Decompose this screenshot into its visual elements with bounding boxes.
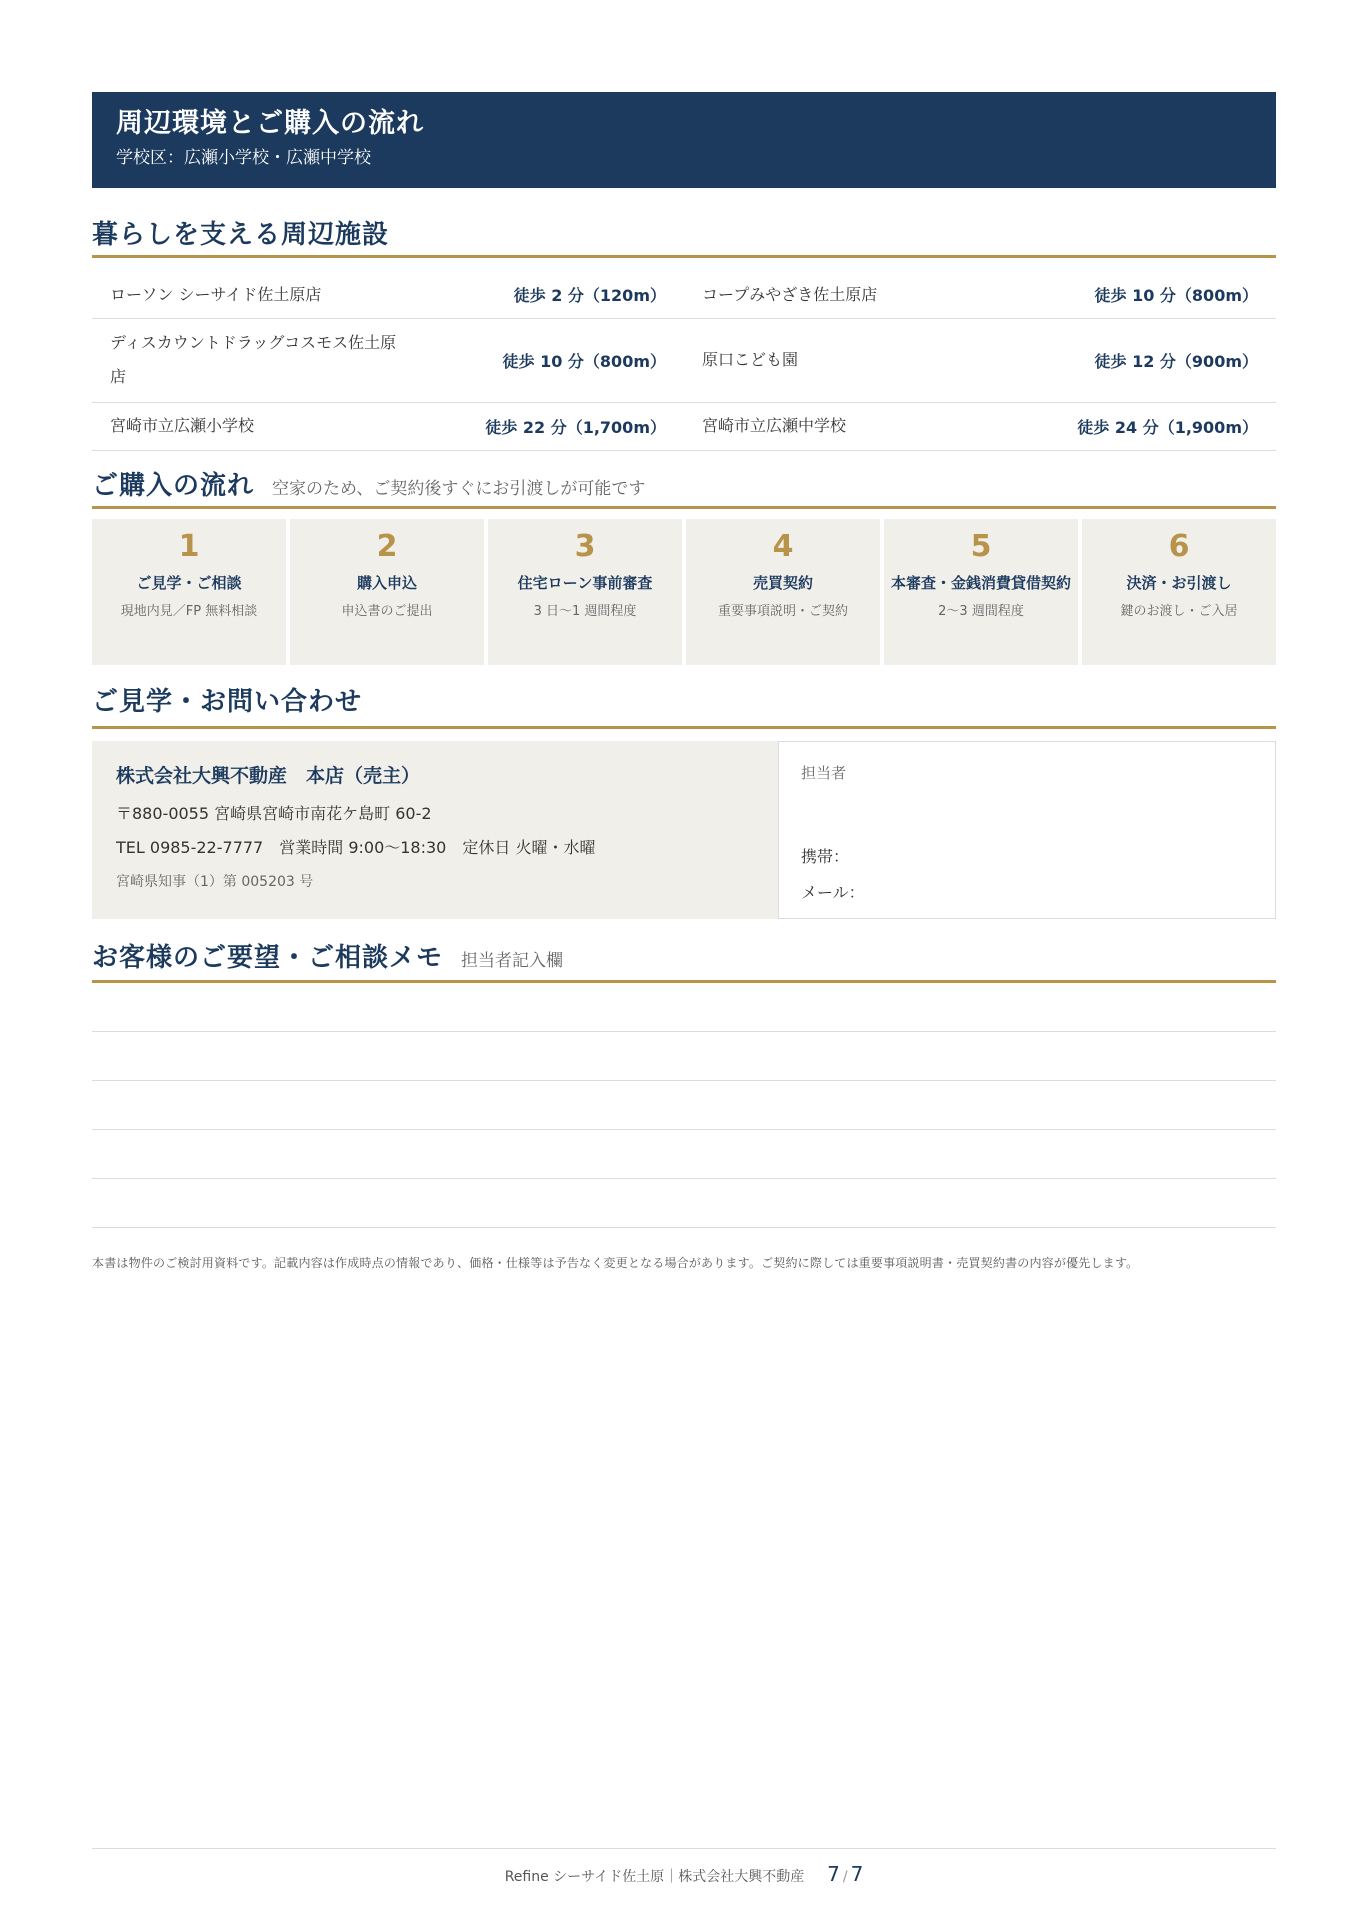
facility-distance: 徒歩 2 分（120m） [430, 272, 684, 318]
facilities-table [92, 272, 1276, 451]
flow-steps [92, 519, 1276, 665]
flow-step [488, 519, 682, 665]
facility-distance: 徒歩 10 分（800m） [430, 318, 684, 402]
step-description: 現地内見／FP 無料相談 [120, 603, 258, 619]
facility-name: ローソン シーサイド佐土原店 [92, 272, 430, 318]
step-title: ご見学・ご相談 [136, 573, 242, 592]
table-row [92, 272, 1276, 318]
facility-distance: 徒歩 12 分（900m） [1022, 318, 1276, 402]
disclaimer: 本書は物件のご検討用資料です。記載内容は作成時点の情報であり、価格・仕様等は予告なく変更となる場合があります。ご契約に際しては重要事項説明書・売買契約書の内容が優先します。 [92, 1255, 1139, 1270]
contact-title: ご見学・お問い合わせ [92, 686, 363, 717]
facility-name: ディスカウントドラッグコスモス佐土原店 [92, 318, 430, 402]
memo-title: お客様のご要望・ご相談メモ [92, 942, 444, 973]
table-row [92, 318, 1276, 402]
company-info [92, 741, 778, 919]
footer-text: Refine シーサイド佐土原｜株式会社大興不動産 [504, 1869, 805, 1885]
step-number: 2 [376, 528, 398, 564]
memo-heading [92, 937, 1276, 983]
step-number: 5 [970, 528, 992, 564]
flow-step [1082, 519, 1276, 665]
memo-line [92, 983, 1276, 1032]
flow-step [92, 519, 286, 665]
step-description: 重要事項説明・ご契約 [717, 603, 848, 619]
mobile-label: 携帯： [801, 846, 850, 866]
page-title: 周辺環境とご購入の流れ [116, 108, 424, 139]
flow-step [686, 519, 880, 665]
facility-name: 宮崎市立広瀬小学校 [92, 402, 430, 450]
memo-note: 担当者記入欄 [461, 950, 564, 971]
step-number: 1 [178, 528, 200, 564]
page-number-current: 7 [827, 1862, 840, 1886]
flow-heading [92, 465, 1276, 509]
company-address: 〒880-0055 宮崎県宮崎市南花ケ島町 60-2 [116, 803, 432, 823]
flow-step [290, 519, 484, 665]
representative-box [778, 741, 1276, 919]
facilities-title: 暮らしを支える周辺施設 [92, 220, 390, 250]
step-description: 申込書のご提出 [341, 603, 433, 619]
contact-heading [92, 681, 1276, 729]
facilities-heading [92, 214, 1276, 258]
memo-lines [92, 983, 1276, 1228]
facility-distance: 徒歩 24 分（1,900m） [1022, 402, 1276, 450]
page [92, 92, 1276, 1271]
step-title: 売買契約 [752, 573, 813, 592]
step-description: 鍵のお渡し・ご入居 [1120, 603, 1238, 619]
footer: Refine シーサイド佐土原｜株式会社大興不動産 7 / 7 [504, 1862, 864, 1886]
school-district: 学校区：広瀬小学校・広瀬中学校 [116, 148, 371, 168]
flow-title: ご購入の流れ [92, 470, 255, 501]
step-title: 決済・お引渡し [1126, 573, 1232, 592]
company-name: 株式会社大興不動産 本店（売主） [116, 764, 421, 787]
step-description: 3 日〜1 週間程度 [533, 603, 637, 619]
step-title: 本審査・金銭消費貸借契約 [890, 573, 1071, 592]
step-description: 2〜3 週間程度 [938, 603, 1024, 619]
facility-name: コープみやざき佐土原店 [684, 272, 1022, 318]
step-title: 購入申込 [356, 573, 417, 592]
page-number-total: 7 [850, 1862, 864, 1886]
step-number: 3 [574, 528, 596, 564]
license-number: 宮崎県知事（1）第 005203 号 [116, 873, 314, 890]
company-phone-hours: TEL 0985-22-7777 営業時間 9:00〜18:30 定休日 火曜・水曜 [116, 837, 596, 857]
memo-line [92, 1081, 1276, 1130]
step-number: 6 [1168, 528, 1190, 564]
memo-line [92, 1130, 1276, 1179]
email-label: メール： [801, 882, 865, 902]
facility-distance: 徒歩 10 分（800m） [1022, 272, 1276, 318]
memo-line [92, 1179, 1276, 1228]
flow-note: 空家のため、ご契約後すぐにお引渡しが可能です [272, 478, 646, 499]
footer-divider [92, 1848, 1276, 1849]
contact-box [92, 741, 1276, 919]
table-row [92, 402, 1276, 450]
memo-line [92, 1032, 1276, 1081]
facility-name: 宮崎市立広瀬中学校 [684, 402, 1022, 450]
facility-distance: 徒歩 22 分（1,700m） [430, 402, 684, 450]
facility-name: 原口こども園 [684, 318, 1022, 402]
representative-label: 担当者 [801, 763, 847, 782]
flow-step [884, 519, 1078, 665]
header-band [92, 92, 1276, 188]
step-number: 4 [772, 528, 794, 564]
step-title: 住宅ローン事前審査 [517, 573, 653, 592]
